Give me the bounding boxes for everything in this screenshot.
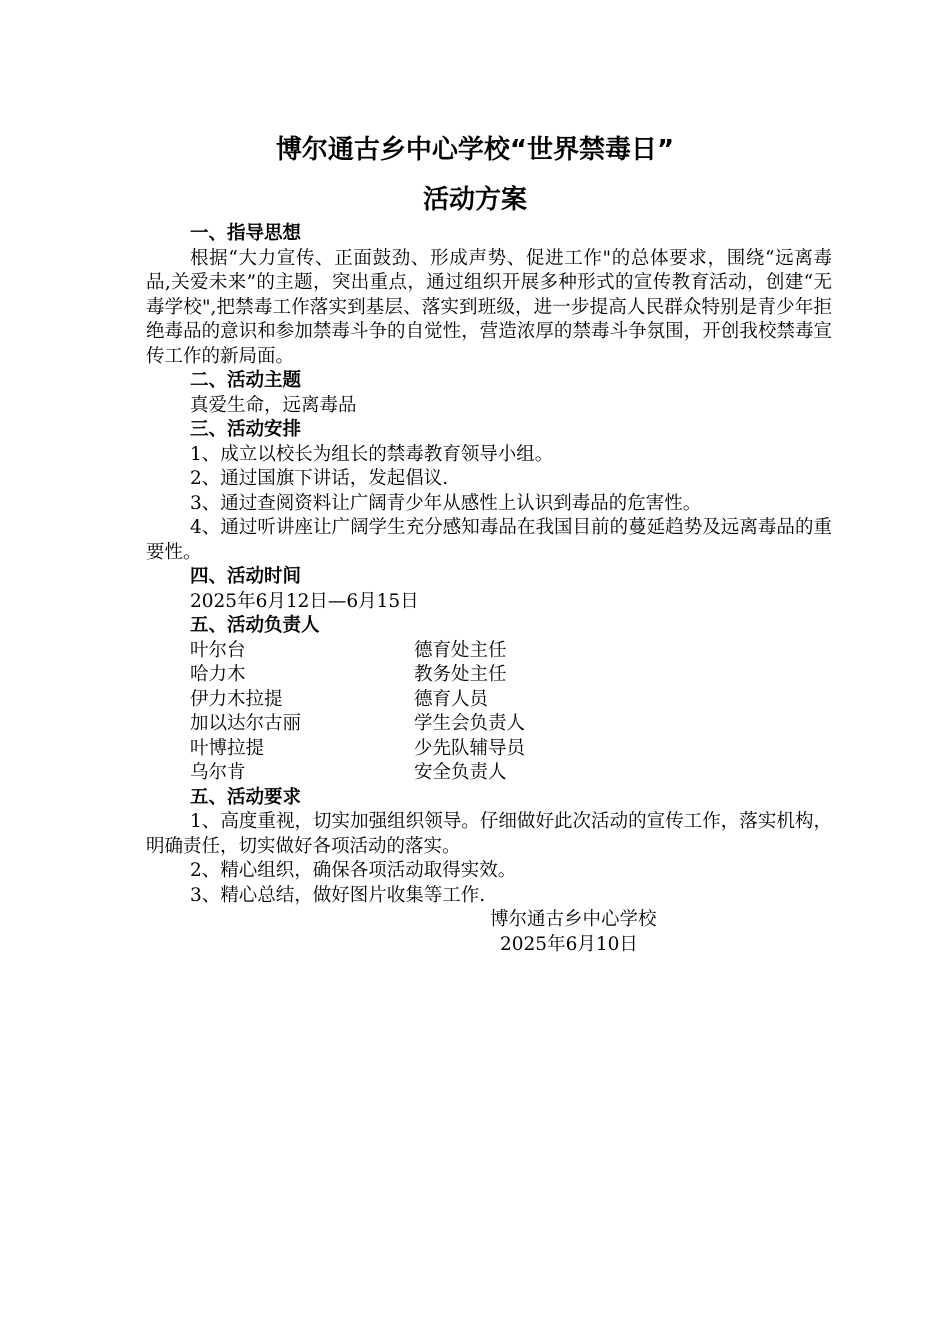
responsible-person-row [146, 761, 832, 786]
responsible-person-row [146, 663, 832, 688]
section-heading-time: 四、活动时间 [190, 566, 302, 587]
signature-date: 2025年6月10日 [500, 933, 638, 955]
activity-time-text: 2025年6月12日—6月15日 [190, 590, 419, 612]
responsible-person-row [146, 639, 832, 664]
person-name: 叶博拉提 [190, 737, 265, 759]
theme-text: 真爱生命，远离毒品 [190, 394, 357, 416]
person-role: 德育处主任 [414, 639, 507, 661]
arrangement-item: 2、通过国旗下讲话，发起倡议. [190, 468, 449, 489]
arrangement-item: 4、通过听讲座让广阔学生充分感知毒品在我国目前的蔓延趋势及远离毒品的重要性。 [146, 517, 832, 563]
requirement-item: 3、精心总结，做好图片收集等工作. [190, 884, 486, 906]
responsible-person-row [146, 737, 832, 762]
section-heading-arrangement: 三、活动安排 [190, 419, 302, 440]
person-name: 加以达尔古丽 [190, 713, 302, 734]
person-role: 德育人员 [414, 688, 489, 710]
requirement-item: 2、精心组织，确保各项活动取得实效。 [190, 860, 517, 881]
document-title: 博尔通古乡中心学校“世界禁毒日” [275, 135, 675, 165]
person-role: 少先队辅导员 [414, 737, 526, 759]
person-role: 教务处主任 [414, 664, 507, 685]
person-role: 学生会负责人 [414, 713, 526, 734]
arrangement-item: 3、通过查阅资料让广阔青少年从感性上认识到毒品的危害性。 [190, 492, 702, 514]
document-subtitle: 活动方案 [422, 185, 527, 215]
person-role: 安全负责人 [414, 762, 507, 783]
responsible-person-row [146, 712, 832, 737]
responsible-person-row [146, 688, 832, 713]
person-name: 乌尔肯 [190, 762, 246, 783]
person-name: 伊力木拉提 [190, 688, 283, 710]
section-heading-guiding-idea: 一、指导思想 [190, 223, 302, 244]
section-heading-responsible: 五、活动负责人 [190, 615, 320, 636]
person-name: 哈力木 [190, 664, 246, 685]
person-name: 叶尔台 [190, 639, 246, 661]
section-heading-theme: 二、活动主题 [190, 370, 302, 391]
section-heading-requirements: 五、活动要求 [190, 786, 302, 808]
signature-organization: 博尔通古乡中心学校 [490, 909, 657, 930]
arrangement-item: 1、成立以校长为组长的禁毒教育领导小组。 [190, 443, 554, 465]
guiding-idea-paragraph: 根据“大力宣传、正面鼓劲、形成声势、促进工作"的总体要求，围绕“远离毒品,关爱未来”的主题，突出重点，通过组织开展多种形式的宣传教育活动，创建“无毒学校",把禁毒工作落实到基层、落实到班级，进一步提高人民群众特别是青少年拒绝毒品的意识和参加禁毒斗争的自觉性，营造浓厚的禁毒斗争氛围，开创我校禁毒宣传工作的新局面。 [146, 247, 832, 367]
requirement-item: 1、高度重视，切实加强组织领导。仔细做好此次活动的宣传工作，落实机构，明确责任，切实做好各项活动的落实。 [146, 811, 832, 857]
document-body [146, 222, 832, 957]
